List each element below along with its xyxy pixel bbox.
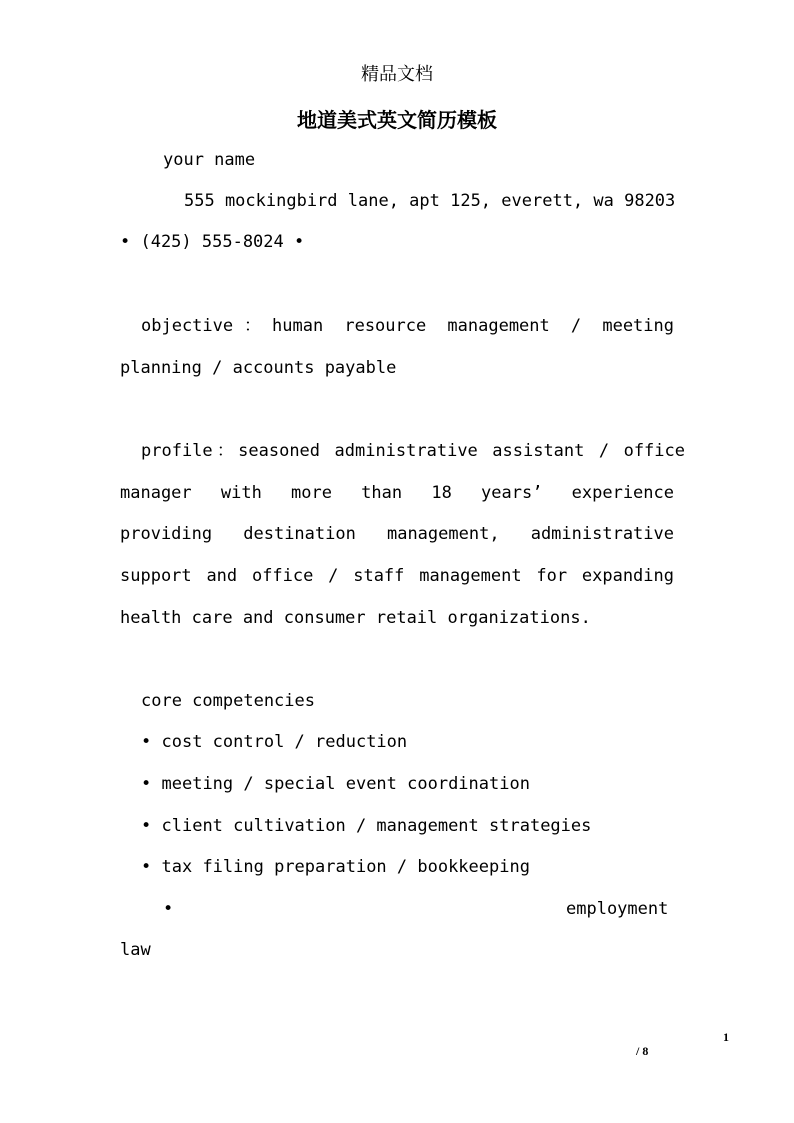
list-item-text: employment xyxy=(566,899,669,919)
document-header: 精品文档 xyxy=(361,64,433,85)
list-item-text: law xyxy=(120,940,151,960)
contact-name: your name xyxy=(163,150,256,170)
bullet-icon: • xyxy=(141,774,152,794)
bullet-icon: • xyxy=(141,857,152,877)
objective-line-2: planning / accounts payable xyxy=(120,358,397,378)
profile-line-5: health care and consumer retail organizations. xyxy=(120,608,591,628)
page-total: / 8 xyxy=(636,1044,649,1058)
bullet-icon: • xyxy=(141,732,152,752)
contact-address: 555 mockingbird lane, apt 125, everett, wa 98203 xyxy=(184,191,676,211)
document-title: 地道美式英文简历模板 xyxy=(297,108,497,132)
profile-line-3: providing destination management, administrative xyxy=(120,524,674,544)
profile-line-4: support and office / staff management for expanding xyxy=(120,566,674,586)
list-item xyxy=(141,815,591,837)
bullet-icon: • xyxy=(163,899,174,919)
list-item-text: meeting / special event coordination xyxy=(161,774,530,794)
list-item xyxy=(141,773,530,795)
list-item-text: client cultivation / management strategies xyxy=(161,816,592,836)
contact-phone: • (425) 555-8024 • xyxy=(120,232,305,252)
bullet-icon: • xyxy=(141,816,152,836)
list-item xyxy=(141,731,407,753)
profile-line-2: manager with more than 18 years’ experience xyxy=(120,483,674,503)
list-item-text: tax filing preparation / bookkeeping xyxy=(161,857,530,877)
profile-line-1: profile：seasoned administrative assistant / office xyxy=(141,441,685,461)
list-item-text: cost control / reduction xyxy=(161,732,408,752)
competencies-heading: core competencies xyxy=(141,691,315,711)
page-number: 1 xyxy=(723,1030,729,1044)
list-item xyxy=(141,856,530,878)
objective-line-1: objective：human resource management / meeting xyxy=(141,316,674,336)
